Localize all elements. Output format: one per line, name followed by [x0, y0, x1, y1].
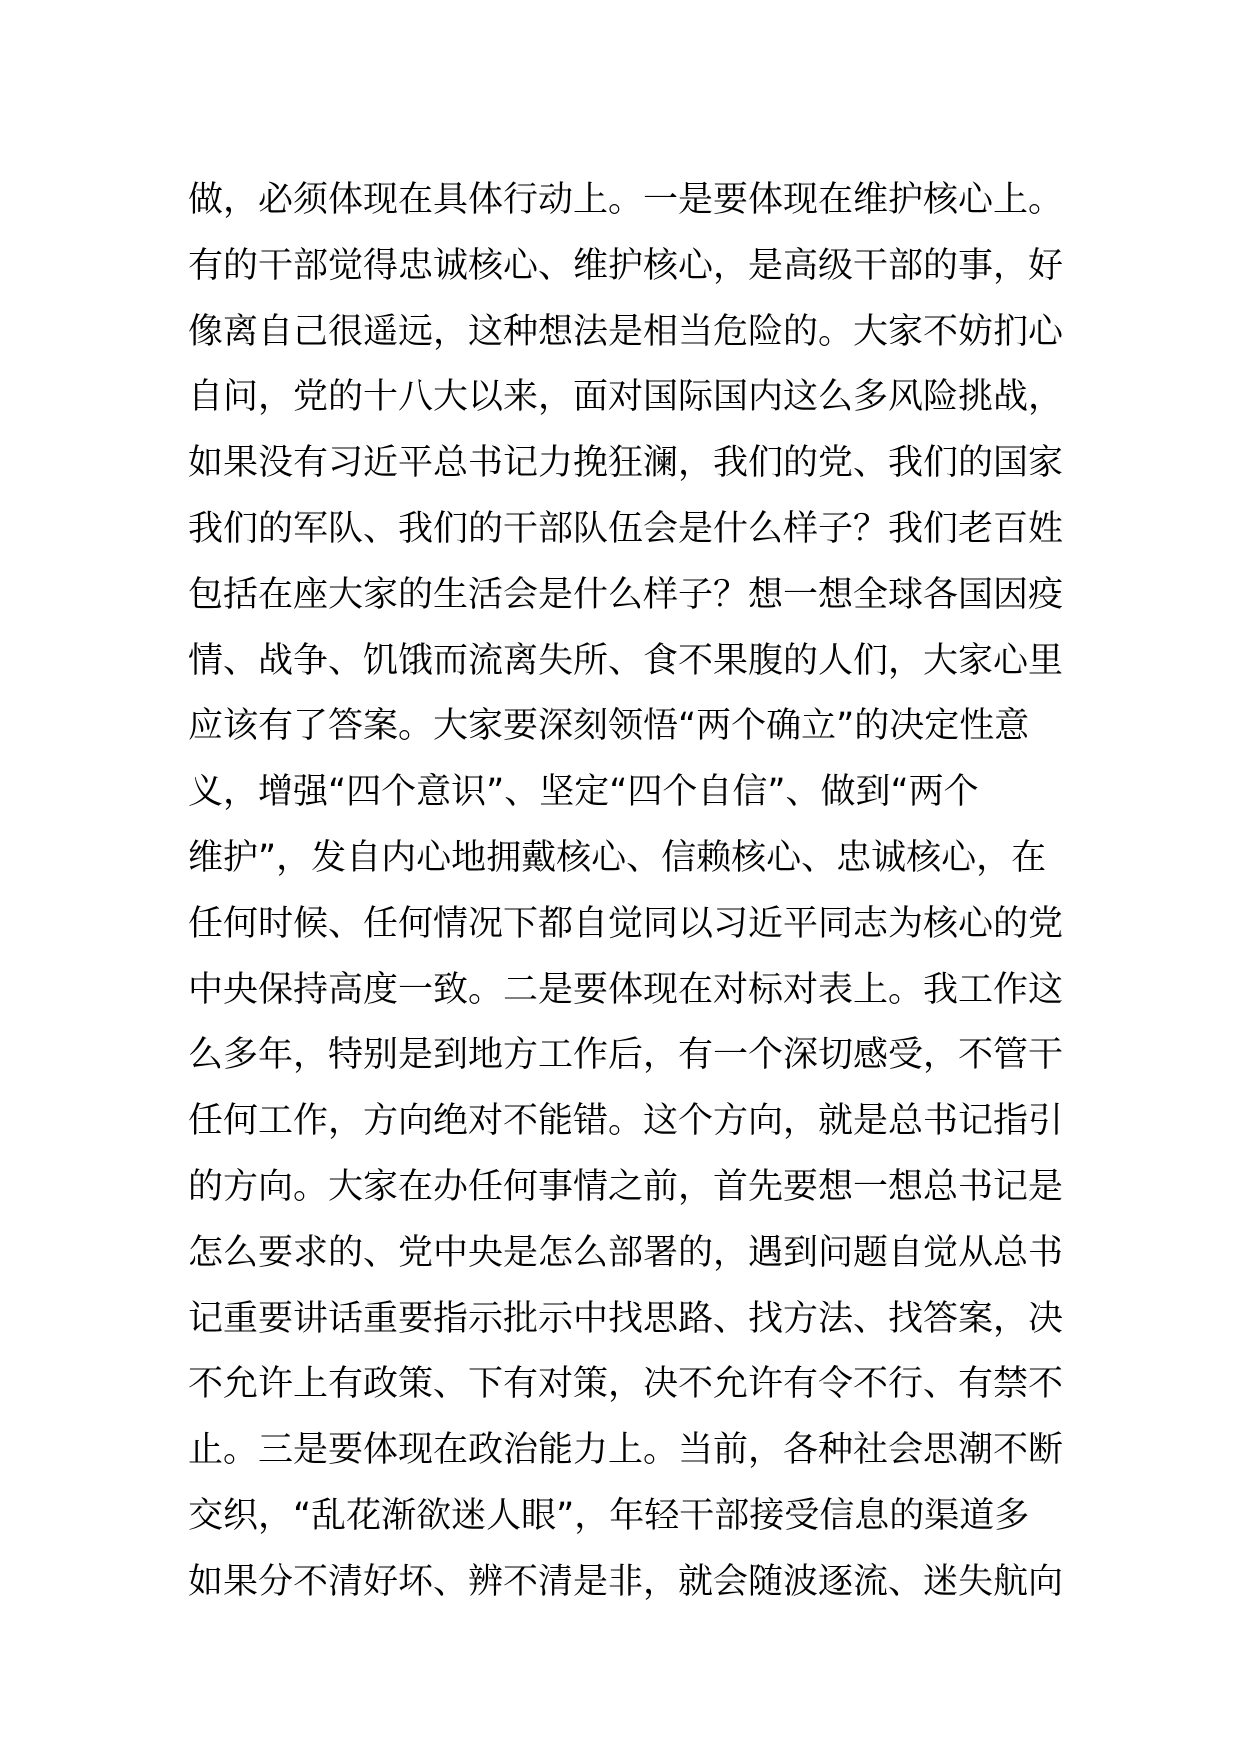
- text-line: 如果分不清好坏、辨不清是非，就会随波逐流、迷失航向: [188, 1561, 1064, 1602]
- text-line: 止。三是要体现在政治能力上。当前，各种社会思潮不断: [188, 1430, 1064, 1471]
- text-line: 怎么要求的、党中央是怎么部署的，遇到问题自觉从总书: [188, 1232, 1064, 1273]
- text-line: 么多年，特别是到地方工作后，有一个深切感受，不管干: [188, 1035, 1064, 1076]
- text-line: 自问，党的十八大以来，面对国际国内这么多风险挑战，: [188, 377, 1064, 418]
- text-line: 中央保持高度一致。二是要体现在对标对表上。我工作这: [188, 969, 1064, 1010]
- text-line: 的方向。大家在办任何事情之前，首先要想一想总书记是: [188, 1166, 1064, 1207]
- text-line: 包括在座大家的生活会是什么样子？想一想全球各国因疫: [188, 574, 1064, 615]
- text-line: 不允许上有政策、下有对策，决不允许有令不行、有禁不: [188, 1364, 1064, 1405]
- text-line: 像离自己很遥远，这种想法是相当危险的。大家不妨扪心: [188, 311, 1064, 352]
- text-line: 交织，“乱花渐欲迷人眼”，年轻干部接受信息的渠道多: [188, 1495, 1030, 1536]
- text-line: 做，必须体现在具体行动上。一是要体现在维护核心上。: [188, 180, 1064, 220]
- body-text: [188, 168, 1068, 1616]
- text-line: 任何工作，方向绝对不能错。这个方向，就是总书记指引: [188, 1101, 1064, 1142]
- text-line: 任何时候、任何情况下都自觉同以习近平同志为核心的党: [188, 903, 1064, 944]
- text-line: 维护”，发自内心地拥戴核心、信赖核心、忠诚核心，在: [188, 837, 1047, 878]
- text-line: 如果没有习近平总书记力挽狂澜，我们的党、我们的国家: [188, 443, 1064, 484]
- text-line: 应该有了答案。大家要深刻领悟“两个确立”的决定性意: [188, 706, 1030, 747]
- text-line: 我们的军队、我们的干部队伍会是什么样子？我们老百姓: [188, 508, 1064, 549]
- text-line: 义，增强“四个意识”、坚定“四个自信”、做到“两个: [188, 772, 979, 813]
- text-line: 记重要讲话重要指示批示中找思路、找方法、找答案，决: [188, 1298, 1064, 1339]
- text-line: 情、战争、饥饿而流离失所、食不果腹的人们，大家心里: [188, 640, 1064, 681]
- text-line: 有的干部觉得忠诚核心、维护核心，是高级干部的事，好: [188, 245, 1064, 286]
